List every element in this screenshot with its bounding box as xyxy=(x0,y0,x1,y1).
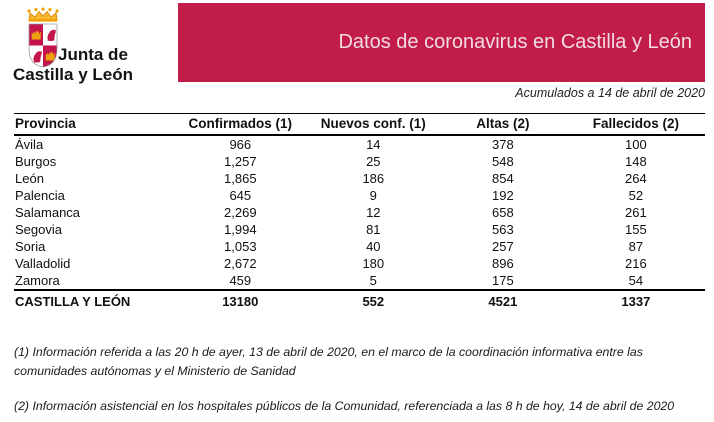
fallecidos-value: 155 xyxy=(625,222,647,237)
confirmados-value: 966 xyxy=(229,137,252,152)
altas-value: 548 xyxy=(492,154,514,169)
total-fallecidos: 1337 xyxy=(567,290,705,311)
province-name: Valladolid xyxy=(15,256,71,271)
confirmados-value: 2,672 xyxy=(224,256,257,271)
fallecidos-value: 148 xyxy=(625,154,647,169)
fallecidos-value: 216 xyxy=(625,256,647,271)
table-body xyxy=(14,135,705,290)
altas-value: 854 xyxy=(492,171,514,186)
footnote-1: (1) Información referida a las 20 h de ayer, 13 de abril de 2020, en el marco de la coordinación informativa entre las comunidades autónomas y el Ministerio de Sanidad xyxy=(14,345,643,378)
nuevos-value: 9 xyxy=(369,188,377,203)
nuevos-value: 12 xyxy=(366,205,381,220)
total-confirmados: 13180 xyxy=(173,290,308,311)
table-row xyxy=(14,255,705,272)
table-row xyxy=(14,187,705,204)
province-name: Soria xyxy=(15,239,46,254)
province-name: Palencia xyxy=(15,188,65,203)
logo-text-line2: Castilla y León xyxy=(13,65,133,84)
confirmados-value: 1,994 xyxy=(224,222,257,237)
footnote-2: (2) Información asistencial en los hospitales públicos de la Comunidad, referenciada a las 8 h de hoy, 14 de abril de 2020 xyxy=(14,399,675,413)
confirmados-value: 645 xyxy=(229,188,252,203)
confirmados-value: 1,257 xyxy=(224,154,257,169)
table-total-row xyxy=(14,290,705,311)
shield-icon xyxy=(29,24,57,67)
altas-value: 563 xyxy=(492,222,514,237)
coat-of-arms-icon xyxy=(23,7,63,69)
confirmados-value: 459 xyxy=(229,273,252,288)
altas-value: 192 xyxy=(492,188,514,203)
altas-value: 378 xyxy=(492,137,514,152)
table-row xyxy=(14,204,705,221)
province-name: Salamanca xyxy=(15,205,81,220)
covid-table xyxy=(14,113,705,311)
column-header-altas: Altas (2) xyxy=(439,114,567,136)
table-header-row xyxy=(14,114,705,136)
crown-icon xyxy=(27,8,58,22)
covid-table-wrap xyxy=(14,113,705,311)
nuevos-value: 5 xyxy=(369,273,377,288)
table-row xyxy=(14,170,705,187)
column-header-nuevos: Nuevos conf. (1) xyxy=(308,114,439,136)
logo-text-line1: Junta de xyxy=(58,45,128,64)
province-name: Segovia xyxy=(15,222,62,237)
altas-value: 175 xyxy=(492,273,514,288)
fallecidos-value: 264 xyxy=(625,171,647,186)
province-name: Zamora xyxy=(15,273,60,288)
total-altas: 4521 xyxy=(439,290,567,311)
page-title: Datos de coronavirus en Castilla y León xyxy=(338,31,692,53)
fallecidos-value: 261 xyxy=(625,205,647,220)
nuevos-value: 186 xyxy=(362,171,385,186)
altas-value: 658 xyxy=(492,205,514,220)
table-row xyxy=(14,272,705,290)
confirmados-value: 1,053 xyxy=(224,239,257,254)
fallecidos-value: 52 xyxy=(628,188,644,203)
confirmados-value: 2,269 xyxy=(224,205,257,220)
confirmados-value: 1,865 xyxy=(224,171,257,186)
altas-value: 257 xyxy=(492,239,514,254)
province-name: León xyxy=(15,171,44,186)
table-row xyxy=(14,221,705,238)
nuevos-value: 180 xyxy=(362,256,385,271)
nuevos-value: 25 xyxy=(366,154,381,169)
banner xyxy=(178,3,705,82)
province-name: Ávila xyxy=(15,137,44,152)
nuevos-value: 81 xyxy=(366,222,381,237)
column-header-provincia: Provincia xyxy=(14,114,173,136)
fallecidos-value: 87 xyxy=(628,239,644,254)
table-row xyxy=(14,153,705,170)
altas-value: 896 xyxy=(492,256,514,271)
junta-castilla-leon-logo xyxy=(13,5,178,90)
subtitle-accumulated-date: Acumulados a 14 de abril de 2020 xyxy=(515,86,705,100)
province-name: Burgos xyxy=(15,154,57,169)
total-label: CASTILLA Y LEÓN xyxy=(14,290,173,311)
total-nuevos: 552 xyxy=(308,290,439,311)
table-row xyxy=(14,238,705,255)
column-header-fallecidos: Fallecidos (2) xyxy=(567,114,705,136)
nuevos-value: 14 xyxy=(366,137,381,152)
nuevos-value: 40 xyxy=(366,239,381,254)
fallecidos-value: 100 xyxy=(625,137,647,152)
table-row xyxy=(14,135,705,153)
fallecidos-value: 54 xyxy=(628,273,644,288)
column-header-confirmados: Confirmados (1) xyxy=(173,114,308,136)
